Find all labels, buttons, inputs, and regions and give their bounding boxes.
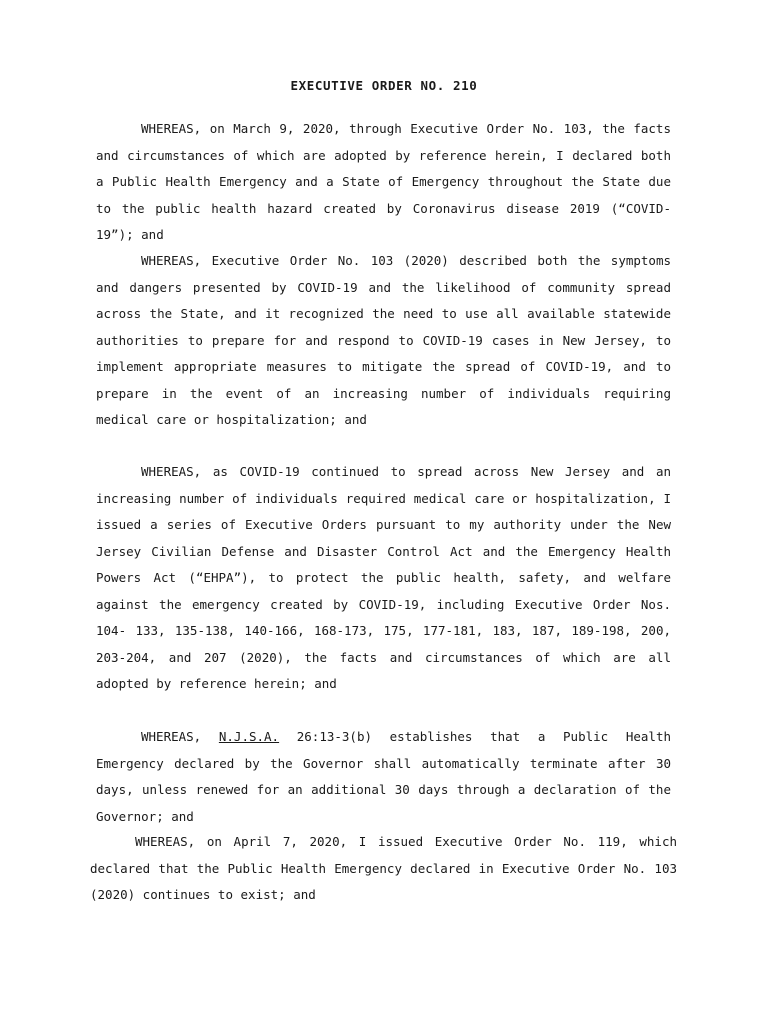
paragraph-4-rest: 26:13-3(b) establishes that a Public Health Emergency declared by the Governor shall automatically terminate after 30 days, unless renewed for an additional 30 days through a declaration of the Governor; and bbox=[96, 729, 671, 824]
document-title: EXECUTIVE ORDER NO. 210 bbox=[290, 78, 478, 93]
paragraph-2: WHEREAS, Executive Order No. 103 (2020) described both the symptoms and dangers presented by COVID-19 and the likelihood of community spread across the State, and it recognized the need to use all available statewide authorities to prepare for and respond to COVID-19 cases in New Jersey, to implement appropriate measures to mitigate the spread of COVID-19, and to prepare in the event of an increasing number of individuals requiring medical care or hospitalization; and bbox=[96, 253, 671, 427]
paragraph-4-lead: WHEREAS, bbox=[141, 729, 219, 744]
paragraph-5: WHEREAS, on April 7, 2020, I issued Executive Order No. 119, which declared that the Public Health Emergency declared in Executive Order No. 103 (2020) continues to exist; and bbox=[90, 834, 677, 902]
statute-citation: N.J.S.A. bbox=[218, 729, 280, 744]
paragraph-1: WHEREAS, on March 9, 2020, through Executive Order No. 103, the facts and circumstances of which are adopted by reference herein, I declared both a Public Health Emergency and a State of Emergency throughout the State due to the public health hazard created by Coronavirus disease 2019 (“COVID-19”); and bbox=[96, 121, 671, 242]
paragraph-4 bbox=[96, 724, 671, 830]
paragraph-3: WHEREAS, as COVID-19 continued to spread across New Jersey and an increasing number of individuals required medical care or hospitalization, I issued a series of Executive Orders pursuant to my authority under the New Jersey Civilian Defense and Disaster Control Act and the Emergency Health Powers Act (“EHPA”), to protect the public health, safety, and welfare against the emergency created by COVID-19, including Executive Order Nos. 104- 133, 135-138, 140-166, 168-173, 175, 177-181, 183, 187, 189-198, 200, 203-204, and 207 (2020), the facts and circumstances of which are all adopted by reference herein; and bbox=[96, 464, 671, 691]
